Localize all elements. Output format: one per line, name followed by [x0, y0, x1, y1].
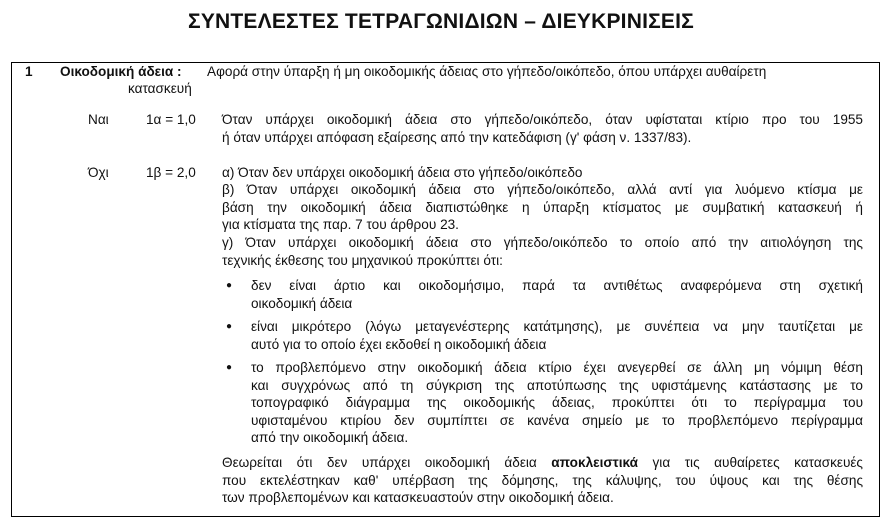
bullet-line: και συγχρόνως από τη σύγκριση της αποτύπωσης της υφιστάμενης κατάστασης με το	[251, 377, 863, 393]
option-yes-line: Όταν υπάρχει οικοδομική άδεια στο γήπεδο/οικόπεδο, όταν υφίσταται κτίριο προ του 1955	[222, 112, 863, 127]
option-no-case-b	[222, 181, 863, 234]
bullet-line: το προβλεπόμενο στην οικοδομική άδεια κτίριο έχει ανεγερθεί σε άλλη μη νόμιμη θέση	[251, 360, 863, 375]
closing-text-post: για τις αυθαίρετες κατασκευές	[652, 455, 863, 470]
bullet-line: είναι μικρότερο (λόγω μεταγενέστερης κατάτμησης), με συνέπεια να μην ταυτίζεται με	[251, 319, 863, 334]
option-yes-description	[222, 111, 863, 146]
bullet-line: δεν είναι άρτιο και οικοδομήσιμο, παρά τα αντιθέτως αναφερόμενα στη σχετική	[251, 278, 863, 293]
case-b-line: βάση την οικοδομική άδεια διαπιστώθηκε η ύπαρξη κτίσματος με συμβατική κατασκευή ή	[222, 199, 863, 215]
option-yes-coefficient: 1α = 1,0	[146, 112, 196, 127]
option-no-case-c	[222, 234, 863, 269]
option-no-case-a: α) Όταν δεν υπάρχει οικοδομική άδεια στο γήπεδο/οικόπεδο	[222, 165, 583, 180]
option-yes-line: ή όταν υπάρχει απόφαση εξαίρεσης από την κατεδάφιση (γ' φάση ν. 1337/83).	[222, 129, 692, 145]
option-no-label: Όχι	[88, 165, 109, 180]
closing-paragraph	[222, 454, 863, 507]
bullet-line: τοπογραφικό διάγραμμα της οικοδομικής άδειας, προκύπτει ότι το περίγραμμα του	[251, 395, 863, 410]
bullet-item-1	[251, 277, 863, 312]
bullet-icon: ●	[226, 321, 233, 332]
bullet-line: αυτό για το οποίο έχει εκδοθεί η οικοδομική άδεια	[251, 336, 547, 352]
bullet-line: υφισταμένου κτιρίου δεν συμπίπτει σε κανένα σημείο με το προβλεπόμενο περίγραμμα	[251, 412, 863, 428]
bullet-item-2	[251, 318, 863, 353]
section-intro-line2: κατασκευή	[128, 81, 192, 96]
case-b-line: για κτίσματα της παρ. 7 του άρθρου 23.	[222, 217, 459, 232]
option-no-coefficient: 1β = 2,0	[146, 165, 196, 180]
option-yes-label: Ναι	[88, 112, 109, 127]
bullet-line: οικοδομική άδεια	[251, 295, 353, 311]
case-c-line: τεχνικής έκθεσης του μηχανικού προκύπτει ότι:	[222, 252, 503, 268]
page-title: ΣΥΝΤΕΛΕΣΤΕΣ ΤΕΤΡΑΓΩΝΙΔΙΩΝ – ΔΙΕΥΚΡΙΝΙΣΕΙΣ	[188, 10, 694, 33]
bullet-item-3	[251, 359, 863, 447]
section-intro-line1: Αφορά στην ύπαρξη ή μη οικοδομικής άδειας στο γήπεδο/οικόπεδο, όπου υπάρχει αυθαίρετη	[207, 64, 767, 79]
closing-text-emphasis: αποκλειστικά	[551, 455, 638, 470]
section-number: 1	[25, 64, 33, 79]
section-heading: Οικοδομική άδεια :	[60, 64, 182, 79]
closing-line-2: που εκτελέστηκαν καθ' υπέρβαση της δόμησης, της κάλυψης, του ύψους και της θέσης	[222, 472, 863, 488]
bullet-icon: ●	[226, 280, 233, 291]
closing-line-3: των προβλεπομένων και κατασκευαστούν στην οικοδομική άδεια.	[222, 490, 614, 505]
bullet-icon: ●	[226, 362, 233, 373]
case-b-line: β) Όταν υπάρχει οικοδομική άδεια στο γήπεδο/οικόπεδο, αλλά αντί για λυόμενο κτίσμα με	[222, 182, 863, 197]
closing-line-1	[222, 454, 863, 472]
closing-text-pre: Θεωρείται ότι δεν υπάρχει οικοδομική άδεια	[222, 455, 537, 470]
bullet-line: από την οικοδομική άδεια.	[251, 430, 409, 445]
case-c-line: γ) Όταν υπάρχει οικοδομική άδεια στο γήπεδο/οικόπεδο το οποίο από την αιτιολόγηση της	[222, 235, 863, 250]
